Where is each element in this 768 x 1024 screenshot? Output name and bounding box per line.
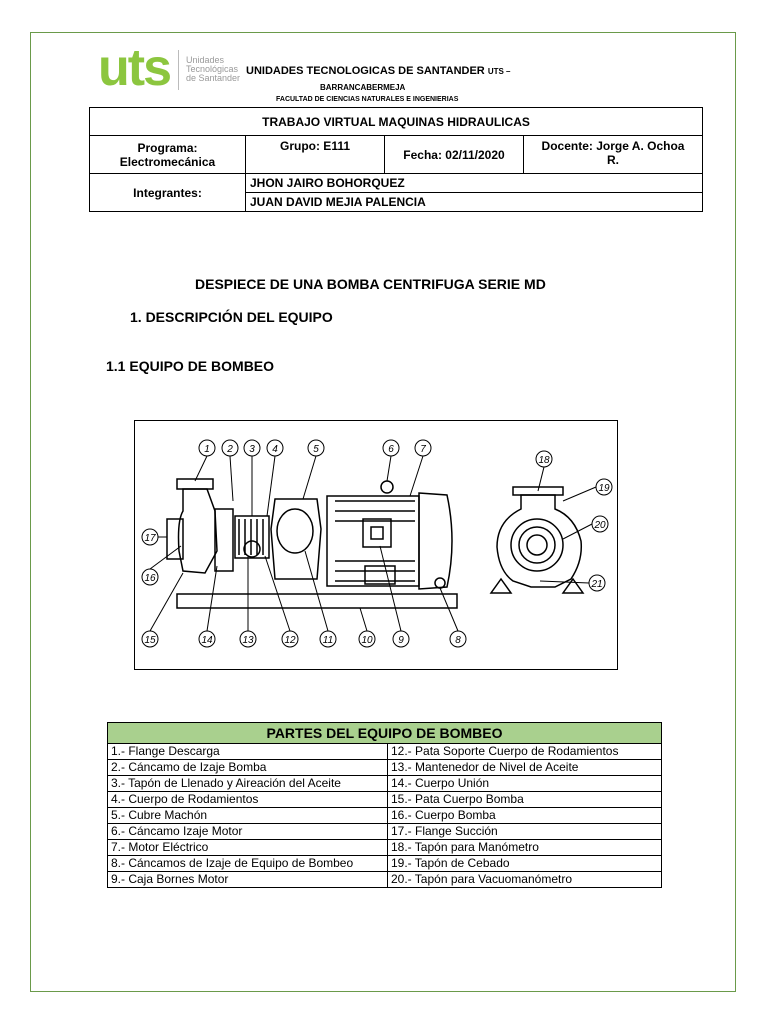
side-pump-body — [497, 495, 581, 587]
logo-sub-line-2: Tecnológicas — [186, 64, 239, 74]
table-cell: 8.- Cáncamos de Izaje de Equipo de Bombeo — [108, 856, 388, 872]
base-plate — [177, 594, 457, 608]
table-cell: 15.- Pata Cuerpo Bomba — [388, 792, 662, 808]
side-left-foot — [491, 579, 511, 593]
institution-abbr: UTS – — [487, 67, 511, 76]
callout-16: 16 — [144, 573, 156, 584]
callout-13: 13 — [242, 635, 254, 646]
union-body — [215, 509, 233, 571]
section-heading-1: 1. DESCRIPCIÓN DEL EQUIPO — [130, 309, 333, 325]
table-cell: 16.- Cuerpo Bomba — [388, 808, 662, 824]
pump-body — [179, 489, 218, 573]
base-lifting-eye — [435, 578, 445, 588]
motor-body — [327, 496, 419, 586]
table-row — [108, 760, 662, 776]
fecha-cell: Fecha: 02/11/2020 — [385, 136, 524, 174]
parts-table-body — [108, 744, 662, 888]
logo-sub-line-3: de Santander — [186, 73, 241, 83]
callout-11: 11 — [322, 635, 334, 646]
table-row — [108, 856, 662, 872]
callout-17: 17 — [144, 533, 156, 544]
callout-5: 5 — [313, 444, 319, 455]
table-cell: 7.- Motor Eléctrico — [108, 840, 388, 856]
programa-value: Electromecánica — [119, 154, 216, 169]
pump-diagram — [134, 420, 618, 670]
section-heading-1-1: 1.1 EQUIPO DE BOMBEO — [106, 358, 275, 374]
programa-label: Programa: — [137, 140, 198, 155]
grupo-cell: Grupo: E111 — [246, 136, 385, 174]
docente-cell — [524, 136, 703, 174]
callout-20: 20 — [594, 520, 606, 531]
motor-fan-cover — [419, 493, 452, 589]
logo-divider — [178, 50, 179, 90]
info-title: TRABAJO VIRTUAL MAQUINAS HIDRAULICAS — [90, 108, 703, 136]
table-cell: 6.- Cáncamo Izaje Motor — [108, 824, 388, 840]
table-cell: 20.- Tapón para Vacuomanómetro — [388, 872, 662, 888]
info-table — [89, 107, 703, 212]
member-1: JHON JAIRO BOHORQUEZ — [246, 174, 703, 193]
callout-7: 7 — [420, 444, 426, 455]
table-row — [108, 792, 662, 808]
table-cell: 19.- Tapón de Cebado — [388, 856, 662, 872]
callout-4: 4 — [272, 444, 278, 455]
integrantes-label: Integrantes: — [90, 174, 246, 212]
uts-logo — [98, 39, 248, 97]
callout-18: 18 — [538, 455, 550, 466]
docente-line-2: R. — [607, 153, 619, 167]
logo-wordmark: uts — [98, 39, 170, 97]
callout-8: 8 — [455, 635, 461, 646]
table-row — [108, 776, 662, 792]
city: BARRANCABERMEJA — [320, 83, 406, 92]
callout-3: 3 — [249, 444, 255, 455]
table-row — [108, 744, 662, 760]
table-cell: 1.- Flange Descarga — [108, 744, 388, 760]
callout-14: 14 — [201, 635, 213, 646]
table-cell: 2.- Cáncamo de Izaje Bomba — [108, 760, 388, 776]
motor-lifting-eye — [381, 481, 393, 493]
document-title: DESPIECE DE UNA BOMBA CENTRIFUGA SERIE MD — [195, 276, 546, 292]
institution-name — [246, 65, 511, 77]
callout-19: 19 — [598, 483, 610, 494]
member-2: JUAN DAVID MEJIA PALENCIA — [246, 193, 703, 212]
table-row — [108, 840, 662, 856]
table-cell: 13.- Mantenedor de Nivel de Aceite — [388, 760, 662, 776]
callout-12: 12 — [284, 635, 296, 646]
table-row — [108, 824, 662, 840]
parts-table-title: PARTES DEL EQUIPO DE BOMBEO — [108, 723, 662, 744]
docente-line-1: Docente: Jorge A. Ochoa — [541, 139, 685, 153]
programa-cell — [90, 136, 246, 174]
table-row — [108, 872, 662, 888]
table-row — [108, 808, 662, 824]
callout-1: 1 — [204, 444, 210, 455]
table-cell: 14.- Cuerpo Unión — [388, 776, 662, 792]
table-cell: 18.- Tapón para Manómetro — [388, 840, 662, 856]
callout-2: 2 — [227, 444, 233, 455]
callout-6: 6 — [388, 444, 394, 455]
callout-21: 21 — [591, 579, 603, 590]
parts-table — [107, 722, 662, 888]
institution-text: UNIDADES TECNOLOGICAS DE SANTANDER — [246, 65, 485, 77]
faculty: FACULTAD DE CIENCIAS NATURALES E INGENIERIAS — [276, 96, 459, 103]
logo-subtitle — [186, 56, 240, 83]
motor-terminal-box — [363, 519, 391, 547]
pump-diagram-svg — [135, 421, 617, 669]
table-cell: 3.- Tapón de Llenado y Aireación del Aceite — [108, 776, 388, 792]
suction-flange — [167, 519, 183, 559]
table-cell: 5.- Cubre Machón — [108, 808, 388, 824]
callout-9: 9 — [398, 635, 404, 646]
table-cell: 4.- Cuerpo de Rodamientos — [108, 792, 388, 808]
logo-sub-line-1: Unidades — [186, 55, 225, 65]
table-cell: 12.- Pata Soporte Cuerpo de Rodamientos — [388, 744, 662, 760]
bearing-housing — [235, 516, 269, 558]
table-cell: 17.- Flange Succión — [388, 824, 662, 840]
coupling — [277, 509, 313, 553]
callout-10: 10 — [361, 635, 373, 646]
callout-15: 15 — [144, 635, 156, 646]
table-cell: 9.- Caja Bornes Motor — [108, 872, 388, 888]
